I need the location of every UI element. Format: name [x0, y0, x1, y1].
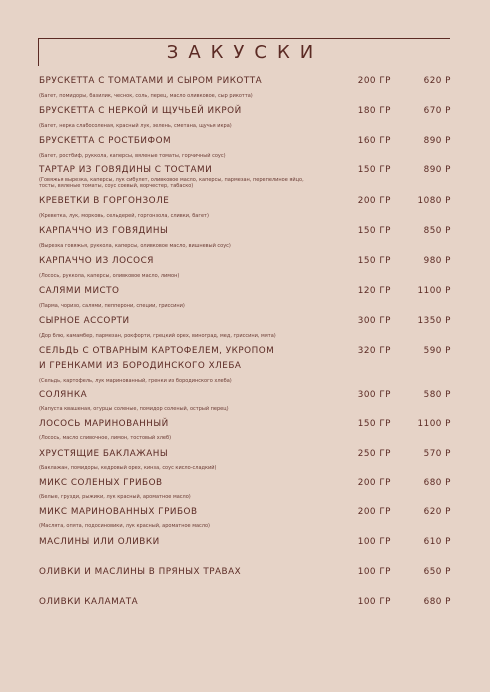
- item-description: (Багет, нерка слабосоленая, красный лук, зелень, сметана, щучья икра): [39, 123, 232, 129]
- item-price: 980 Р: [423, 256, 451, 266]
- section-title: ЗАКУСКИ: [166, 42, 324, 63]
- item-price: 680 Р: [423, 478, 451, 488]
- item-name: КАРПАЧЧО ИЗ ЛОСОСЯ: [39, 256, 154, 266]
- item-price: 1100 Р: [417, 419, 451, 429]
- item-name: КАРПАЧЧО ИЗ ГОВЯДИНЫ: [39, 226, 169, 236]
- item-name: ОЛИВКИ КАЛАМАТА: [39, 597, 139, 607]
- item-price: 680 Р: [423, 597, 451, 607]
- item-price: 610 Р: [423, 537, 451, 547]
- item-name: ЛОСОСЬ МАРИНОВАННЫЙ: [39, 419, 169, 429]
- item-price: 670 Р: [423, 106, 451, 116]
- item-weight: 200 ГР: [357, 196, 391, 206]
- item-description: (Багет, помидоры, базилик, чеснок, соль, перец, масло оливковое, сыр рикотта): [39, 93, 253, 99]
- item-description: (Маслята, опята, подосиновики, лук красный, ароматное масло): [39, 523, 210, 529]
- item-name: ТАРТАР ИЗ ГОВЯДИНЫ С ТОСТАМИ: [39, 165, 213, 175]
- item-description: (Баклажан, помидоры, кедровый орех, кинза, соус кисло-сладкий): [39, 465, 217, 471]
- item-name: САЛЯМИ МИСТО: [39, 286, 120, 296]
- item-weight: 320 ГР: [357, 346, 391, 356]
- item-weight: 150 ГР: [357, 226, 391, 236]
- item-name-line-2: И ГРЕНКАМИ ИЗ БОРОДИНСКОГО ХЛЕБА: [39, 361, 242, 371]
- item-price: 1080 Р: [417, 196, 451, 206]
- item-weight: 150 ГР: [357, 256, 391, 266]
- item-weight: 200 ГР: [357, 478, 391, 488]
- item-name: СЕЛЬДЬ С ОТВАРНЫМ КАРТОФЕЛЕМ, УКРОПОМ: [39, 346, 275, 356]
- item-price: 570 Р: [423, 449, 451, 459]
- item-name: МИКС МАРИНОВАННЫХ ГРИБОВ: [39, 507, 198, 517]
- item-weight: 180 ГР: [357, 106, 391, 116]
- item-weight: 150 ГР: [357, 419, 391, 429]
- item-description: (Лосось, руккола, каперсы, оливковое масло, лимон): [39, 273, 180, 279]
- item-weight: 160 ГР: [357, 136, 391, 146]
- item-description: (Белые, грузди, рыжики, лук красный, ароматное масло): [39, 494, 191, 500]
- item-weight: 250 ГР: [357, 449, 391, 459]
- item-name: ОЛИВКИ И МАСЛИНЫ В ПРЯНЫХ ТРАВАХ: [39, 567, 242, 577]
- item-price: 890 Р: [423, 136, 451, 146]
- item-weight: 200 ГР: [357, 76, 391, 86]
- item-name: СОЛЯНКА: [39, 390, 88, 400]
- item-name: БРУСКЕТТА С ТОМАТАМИ И СЫРОМ РИКОТТА: [39, 76, 263, 86]
- item-name: БРУСКЕТТА С НЕРКОЙ И ЩУЧЬЕЙ ИКРОЙ: [39, 106, 242, 116]
- item-weight: 100 ГР: [357, 597, 391, 607]
- item-name: МИКС СОЛЕНЫХ ГРИБОВ: [39, 478, 163, 488]
- item-price: 580 Р: [423, 390, 451, 400]
- item-weight: 100 ГР: [357, 537, 391, 547]
- item-price: 650 Р: [423, 567, 451, 577]
- item-description: (Креветка, лук, морковь, сельдерей, горгонзола, сливки, багет): [39, 213, 209, 219]
- item-price: 590 Р: [423, 346, 451, 356]
- item-name: КРЕВЕТКИ В ГОРГОНЗОЛЕ: [39, 196, 170, 206]
- item-weight: 150 ГР: [357, 165, 391, 175]
- item-name: ХРУСТЯЩИЕ БАКЛАЖАНЫ: [39, 449, 169, 459]
- item-weight: 300 ГР: [357, 316, 391, 326]
- item-price: 890 Р: [423, 165, 451, 175]
- item-description: (Дор блю, камамбер, пармезан, рокфорти, грецкий орех, виноград, мед, гриссини, мята): [39, 333, 276, 339]
- item-description: (Сельдь, картофель, лук маринованный, гренки из бородинского хлеба): [39, 378, 232, 384]
- item-weight: 300 ГР: [357, 390, 391, 400]
- item-description: (Капуста квашеная, огурцы соленые, помидор соленый, острый перец): [39, 406, 229, 412]
- item-price: 1100 Р: [417, 286, 451, 296]
- item-weight: 200 ГР: [357, 507, 391, 517]
- item-weight: 120 ГР: [357, 286, 391, 296]
- item-name: БРУСКЕТТА С РОСТБИФОМ: [39, 136, 172, 146]
- item-name: МАСЛИНЫ ИЛИ ОЛИВКИ: [39, 537, 160, 547]
- item-description: (Говяжья вырезка, каперсы, лук сибулет, оливковое масло, каперсы, пармезан, перепелиное яйцо, тосты, вяленые томаты, соус соевый, ворчестер, табаско): [39, 177, 304, 190]
- item-description: (Багет, ростбиф, руккола, каперсы, вяленые томаты, горчичный соус): [39, 153, 226, 159]
- item-price: 1350 Р: [417, 316, 451, 326]
- item-price: 850 Р: [423, 226, 451, 236]
- item-weight: 100 ГР: [357, 567, 391, 577]
- item-price: 620 Р: [423, 507, 451, 517]
- frame-top-line: [38, 38, 450, 39]
- item-description: (Вырезка говяжья, руккола, каперсы, оливковое масло, вишневый соус): [39, 243, 231, 249]
- item-price: 620 Р: [423, 76, 451, 86]
- item-description: (Парма, чоризо, салями, пепперони, специи, гриссини): [39, 303, 185, 309]
- item-name: СЫРНОЕ АССОРТИ: [39, 316, 130, 326]
- item-description: (Лосось, масло сливочное, лимон, тостовый хлеб): [39, 435, 172, 441]
